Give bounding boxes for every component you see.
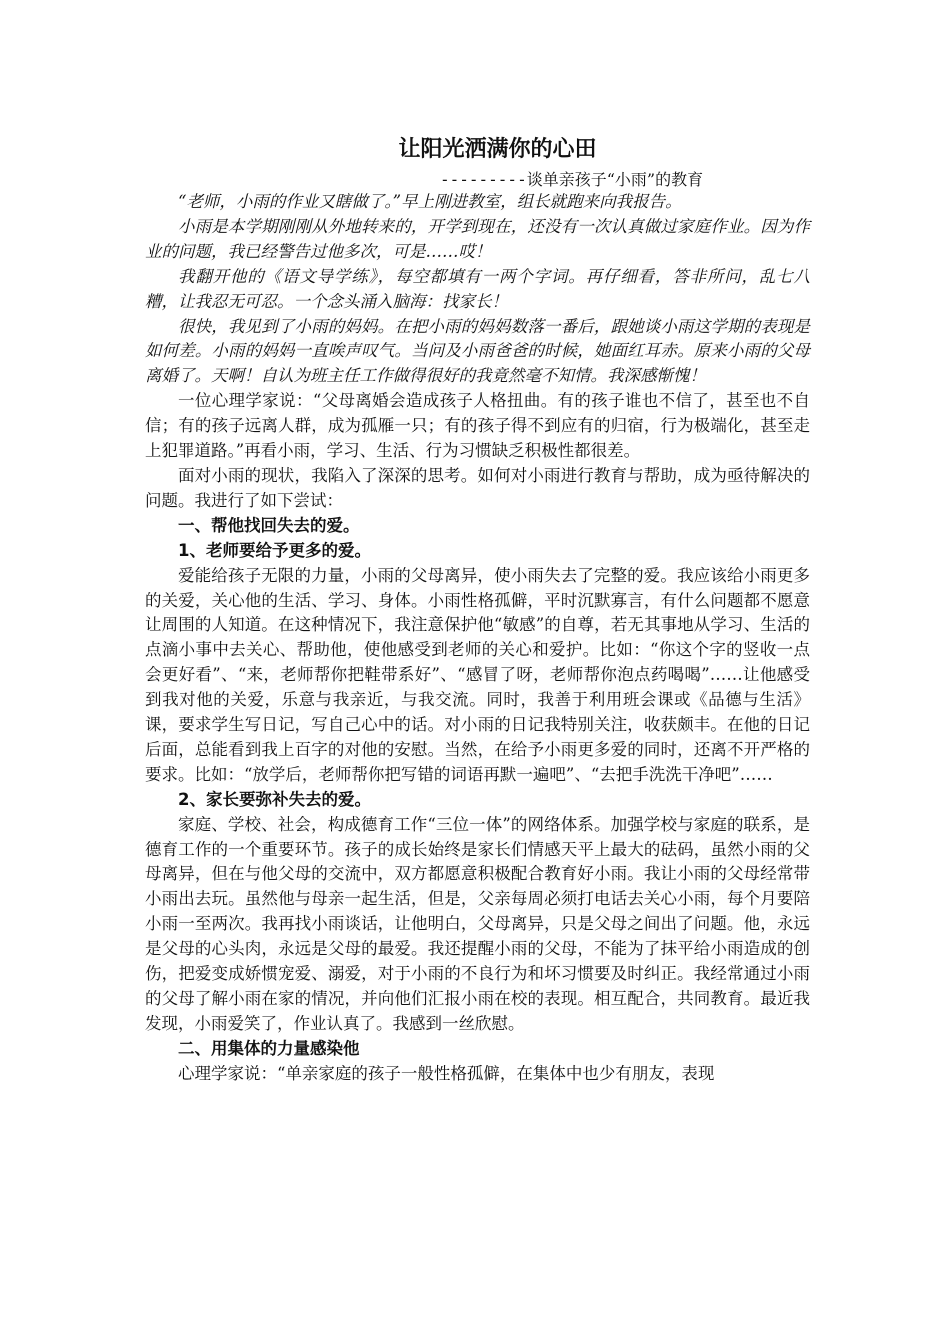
subsection-heading-1-2: 2、家长要弥补失去的爱。 [178,789,371,809]
paragraph-psychologist: 一位心理学家说：“父母离婚会造成孩子人格扭曲。有的孩子谁也不信了，甚至也不自信；有的孩子远离人群，成为孤雁一只；有的孩子得不到应有的归宿，行为极端化，甚至走上犯罪道路。”再看小雨，学习、生活、行为习惯缺乏积极性都很差。 [145,391,810,461]
subtitle-dashes: --------- [440,170,527,189]
paragraph-report: “老师，小雨的作业又瞎做了。”早上刚进教室，组长就跑来向我报告。 [178,192,682,211]
paragraph-reflection: 面对小雨的现状，我陷入了深深的思考。如何对小雨进行教育与帮助，成为亟待解决的问题。我进行了如下尝试： [145,465,810,510]
section-heading-2: 二、用集体的力量感染他 [178,1038,360,1058]
section-heading-1: 一、帮他找回失去的爱。 [178,515,360,535]
document-subtitle [145,170,810,190]
subtitle-text: 谈单亲孩子“小雨”的教育 [526,170,704,189]
document-title: 让阳光洒满你的心田 [398,137,597,162]
paragraph-workbook: 我翻开他的《语文导学练》，每空都填有一两个字词。再仔细看，答非所问，乱七八糟，让我忍无可忍。一个念头涌入脑海：找家长！ [145,266,810,311]
paragraph-parent-love: 家庭、学校、社会，构成德育工作“三位一体”的网络体系。加强学校与家庭的联系，是德育工作的一个重要环节。孩子的成长始终是家长们情感天平上最大的砝码，虽然小雨的父母离异，但在与他父母的交流中，双方都愿意积极配合教育好小雨。我让小雨的父母经常带小雨出去玩。虽然他与母亲一起生活，但是，父亲每周必须打电话去关心小雨，每个月要陪小雨一至两次。我再找小雨谈话，让他明白，父母离异，只是父母之间出了问题。他，永远是父母的心头肉，永远是父母的最爱。我还提醒小雨的父母，不能为了抹平给小雨造成的创伤，把爱变成娇惯宠爱、溺爱，对于小雨的不良行为和坏习惯要及时纠正。我经常通过小雨的父母了解小雨在家的情况，并向他们汇报小雨在校的表现。相互配合，共同教育。最近我发现，小雨爱笑了，作业认真了。我感到一丝欣慰。 [145,814,810,1033]
paragraph-background: 小雨是本学期刚刚从外地转来的，开学到现在，还没有一次认真做过家庭作业。因为作业的问题，我已经警告过他多次，可是……哎！ [145,216,810,261]
subsection-heading-1-1: 1、老师要给予更多的爱。 [178,540,371,560]
paragraph-teacher-love: 爱能给孩子无限的力量，小雨的父母离异，使小雨失去了完整的爱。我应该给小雨更多的关爱，关心他的生活、学习、身体。小雨性格孤僻，平时沉默寡言，有什么问题都不愿意让周围的人知道。在这种情况下，我注意保护他“敏感”的自尊，若无其事地从学习、生活的点滴小事中去关心、帮助他，使他感受到老师的关心和爱护。比如：“你这个字的竖收一点会更好看”、“来，老师帮你把鞋带系好”、“感冒了呀，老师帮你泡点药喝喝”……让他感受到我对他的关爱，乐意与我亲近，与我交流。同时，我善于利用班会课或《品德与生活》课，要求学生写日记，写自己心中的话。对小雨的日记我特别关注，收获颇丰。在他的日记后面，总能看到我上百字的对他的安慰。当然，在给予小雨更多爱的同时，还离不开严格的要求。比如：“放学后，老师帮你把写错的词语再默一遍吧”、“去把手洗洗干净吧”…… [145,565,810,784]
paragraph-mother: 很快，我见到了小雨的妈妈。在把小雨的妈妈数落一番后，跟她谈小雨这学期的表现是如何差。小雨的妈妈一直唉声叹气。当问及小雨爸爸的时候，她面红耳赤。原来小雨的父母离婚了。天啊！自认为班主任工作做得很好的我竟然毫不知情。我深感惭愧！ [145,316,810,386]
document-body [145,134,810,1087]
paragraph-collective: 心理学家说：“单亲家庭的孩子一般性格孤僻，在集体中也少有朋友，表现 [178,1063,715,1083]
